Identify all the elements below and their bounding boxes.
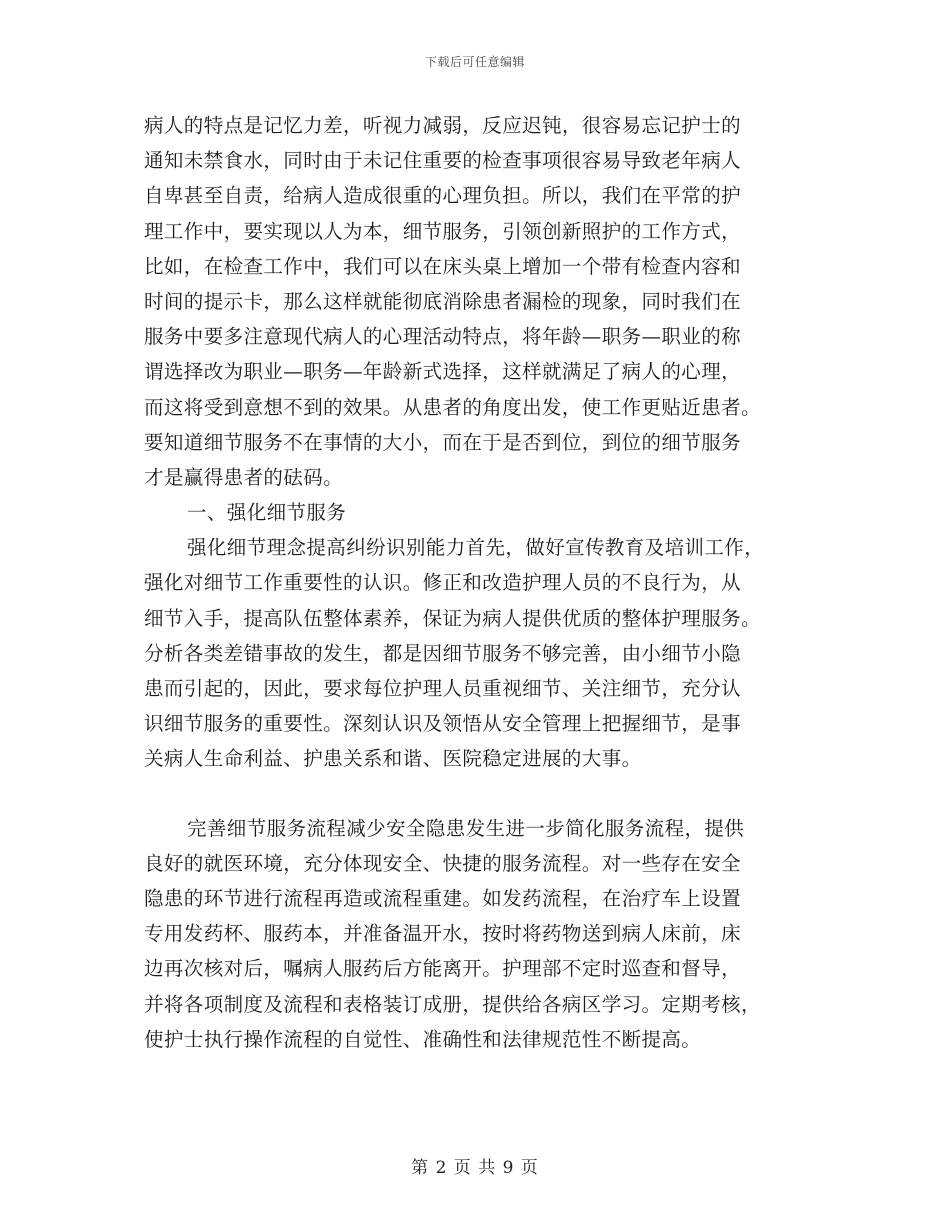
- text-line: 才是赢得患者的砝码。: [144, 465, 344, 489]
- text-line: 谓选择改为职业—职务—年龄新式选择，这样就满足了病人的心理，: [144, 360, 742, 384]
- text-line: 通知未禁食水，同时由于未记住重要的检查事项很容易导致老年病人: [144, 149, 742, 173]
- document-body: [144, 108, 812, 1057]
- text-line: 病人的特点是记忆力差，听视力减弱，反应迟钝，很容易忘记护士的: [144, 114, 742, 137]
- paragraph-gap: [144, 777, 812, 811]
- text-line: 时间的提示卡，那么这样就能彻底消除患者漏检的现象，同时我们在: [144, 289, 742, 313]
- text-line: 而这将受到意想不到的效果。从患者的角度出发，使工作更贴近患者。: [144, 395, 761, 419]
- text-line: 强化细节理念提高纠纷识别能力首先，做好宣传教育及培训工作，: [187, 536, 765, 560]
- text-line: 并将各项制度及流程和表格装订成册，提供给各病区学习。定期考核，: [144, 992, 761, 1016]
- text-line: 分析各类差错事故的发生，都是因细节服务不够完善，由小细节小隐: [144, 641, 742, 665]
- text-line: 比如，在检查工作中，我们可以在床头桌上增加一个带有检查内容和: [144, 254, 742, 278]
- text-line: 理工作中，要实现以人为本，细节服务，引领创新照护的工作方式，: [144, 219, 742, 243]
- text-line: 使护士执行操作流程的自觉性、准确性和法律规范性不断提高。: [144, 1027, 702, 1051]
- text-line: 识细节服务的重要性。深刻认识及领悟从安全管理上把握细节，是事: [144, 712, 742, 736]
- text-line: 隐患的环节进行流程再造或流程重建。如发药流程，在治疗车上设置: [144, 886, 742, 910]
- section-heading: 一、强化细节服务: [187, 501, 347, 525]
- text-line: 自卑甚至自责，给病人造成很重的心理负担。所以，我们在平常的护: [144, 184, 742, 208]
- text-line: 要知道细节服务不在事情的大小，而在于是否到位，到位的细节服务: [144, 430, 742, 454]
- text-line: 专用发药杯、服药本，并准备温开水，按时将药物送到病人床前，床: [144, 922, 742, 946]
- text-line: 完善细节服务流程减少安全隐患发生进一步简化服务流程，提供: [187, 816, 745, 840]
- text-line: 关病人生命利益、护患关系和谐、医院稳定进展的大事。: [144, 747, 642, 771]
- text-line: 良好的就医环境，充分体现安全、快捷的服务流程。对一些存在安全: [144, 851, 742, 875]
- page-number: 第 2 页 共 9 页: [411, 1158, 539, 1178]
- text-line: 强化对细节工作重要性的认识。修正和改造护理人员的不良行为，从: [144, 571, 742, 595]
- text-line: 患而引起的，因此，要求每位护理人员重视细节、关注细节，充分认: [144, 677, 742, 700]
- text-line: 细节入手，提高队伍整体素养，保证为病人提供优质的整体护理服务。: [144, 606, 761, 630]
- header-note: 下载后可任意编辑: [424, 55, 525, 69]
- text-line: 边再次核对后，嘱病人服药后方能离开。护理部不定时巡查和督导，: [144, 957, 742, 981]
- text-line: 服务中要多注意现代病人的心理活动特点，将年龄—职务—职业的称: [144, 325, 742, 349]
